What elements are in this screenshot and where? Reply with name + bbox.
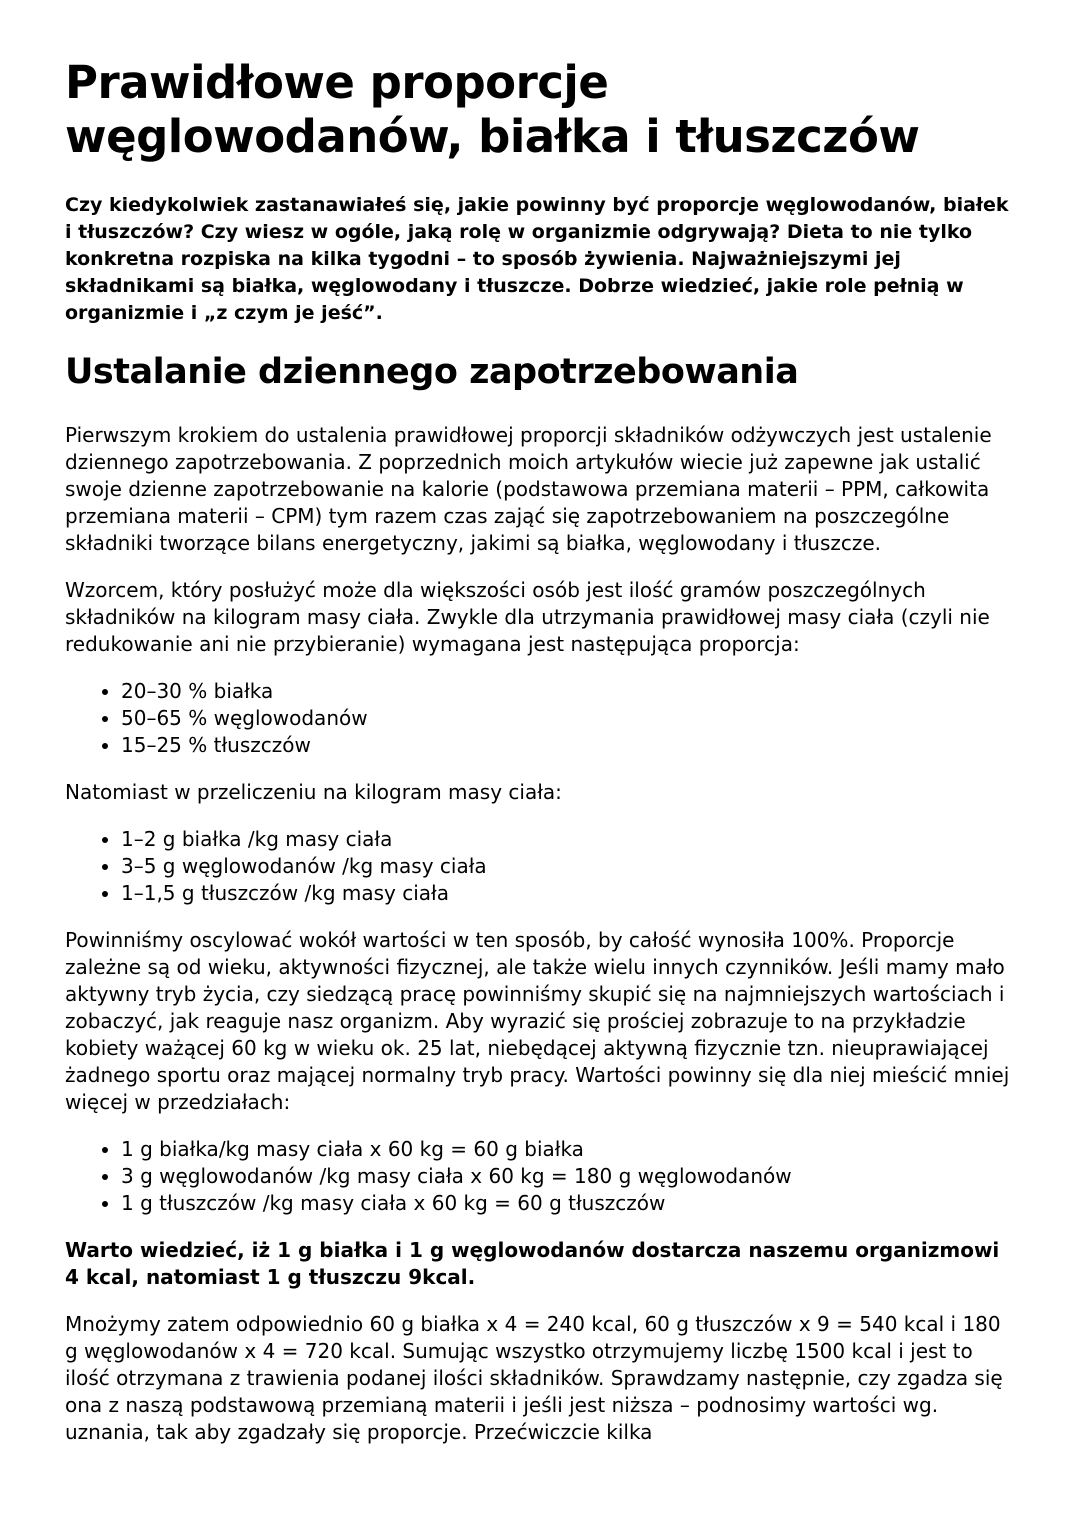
list-item: • 20–30 % białka <box>121 678 1015 705</box>
per-kg-list <box>65 826 1015 907</box>
article-title: Prawidłowe proporcje węglowodanów, białka i tłuszczów <box>65 56 920 163</box>
paragraph-per-kg-intro: Natomiast w przeliczeniu na kilogram masy ciała: <box>65 780 562 804</box>
percentage-list <box>65 678 1015 759</box>
paragraph-calculation: Mnożymy zatem odpowiednio 60 g białka x 4 = 240 kcal, 60 g tłuszczów x 9 = 540 kcal i 180 g węglowodanów x 4 = 720 kcal. Sumując wszystko otrzymujemy liczbę 1500 kcal i jest to ilość otrzymana z trawienia podanej ilości składników. Sprawdzamy następnie, czy zgadza się ona z naszą podstawową przemianą materii i jeśli jest niższa – podnosimy wartości wg. uznania, tak aby zgadzały się proporcje. Przećwiczcie kilka <box>65 1312 1003 1444</box>
list-item: • 3–5 g węglowodanów /kg masy ciała <box>121 853 1015 880</box>
list-item: • 15–25 % tłuszczów <box>121 732 1015 759</box>
list-item: • 1–1,5 g tłuszczów /kg masy ciała <box>121 880 1015 907</box>
list-item: • 1–2 g białka /kg masy ciała <box>121 826 1015 853</box>
paragraph-balance: Powinniśmy oscylować wokół wartości w ten sposób, by całość wynosiła 100%. Proporcje zależne są od wieku, aktywności fizycznej, ale także wielu innych czynników. Jeśli mamy mało aktywny tryb życia, czy siedzącą pracę powinniśmy skupić się na najmniejszych wartościach i zobaczyć, jak reaguje nasz organizm. Aby wyrazić się prościej zobrazuje to na przykładzie kobiety ważącej 60 kg w wieku ok. 25 lat, niebędącej aktywną fizycznie tzn. nieuprawiającej żadnego sportu oraz mającej normalny tryb pracy. Wartości powinny się dla niej mieścić mniej więcej w przedziałach: <box>65 928 1010 1114</box>
list-item: • 1 g białka/kg masy ciała x 60 kg = 60 g białka <box>121 1136 1015 1163</box>
paragraph-daily-needs: Pierwszym krokiem do ustalenia prawidłowej proporcji składników odżywczych jest ustalenie dziennego zapotrzebowania. Z poprzednich moich artykułów wiecie już zapewne jak ustalić swoje dzienne zapotrzebowanie na kalorie (podstawowa przemiana materii – PPM, całkowita przemiana materii – CPM) tym razem czas zająć się zapotrzebowaniem na poszczególne składniki tworzące bilans energetyczny, jakimi są białka, węglowodany i tłuszcze. <box>65 423 992 555</box>
list-item: • 3 g węglowodanów /kg masy ciała x 60 kg = 180 g węglowodanów <box>121 1163 1015 1190</box>
example-list <box>65 1136 1015 1217</box>
paragraph-formula: Wzorcem, który posłużyć może dla większości osób jest ilość gramów poszczególnych składników na kilogram masy ciała. Zwykle dla utrzymania prawidłowej masy ciała (czyli nie redukowanie ani nie przybieranie) wymagana jest następująca proporcja: <box>65 578 990 656</box>
list-item: • 50–65 % węglowodanów <box>121 705 1015 732</box>
list-item: • 1 g tłuszczów /kg masy ciała x 60 kg = 60 g tłuszczów <box>121 1190 1015 1217</box>
note-kcal-bold: Warto wiedzieć, iż 1 g białka i 1 g węglowodanów dostarcza naszemu organizmowi 4 kcal, natomiast 1 g tłuszczu 9kcal. <box>65 1238 1000 1289</box>
section-heading: Ustalanie dziennego zapotrzebowania <box>65 352 799 392</box>
intro-paragraph: Czy kiedykolwiek zastanawiałeś się, jakie powinny być proporcje węglowodanów, białek i tłuszczów? Czy wiesz w ogóle, jaką rolę w organizmie odgrywają? Dieta to nie tylko konkretna rozpiska na kilka tygodni – to sposób żywienia. Najważniejszymi jej składnikami są białka, węglowodany i tłuszcze. Dobrze wiedzieć, jakie role pełnią w organizmie i „z czym je jeść”. <box>65 194 1009 324</box>
